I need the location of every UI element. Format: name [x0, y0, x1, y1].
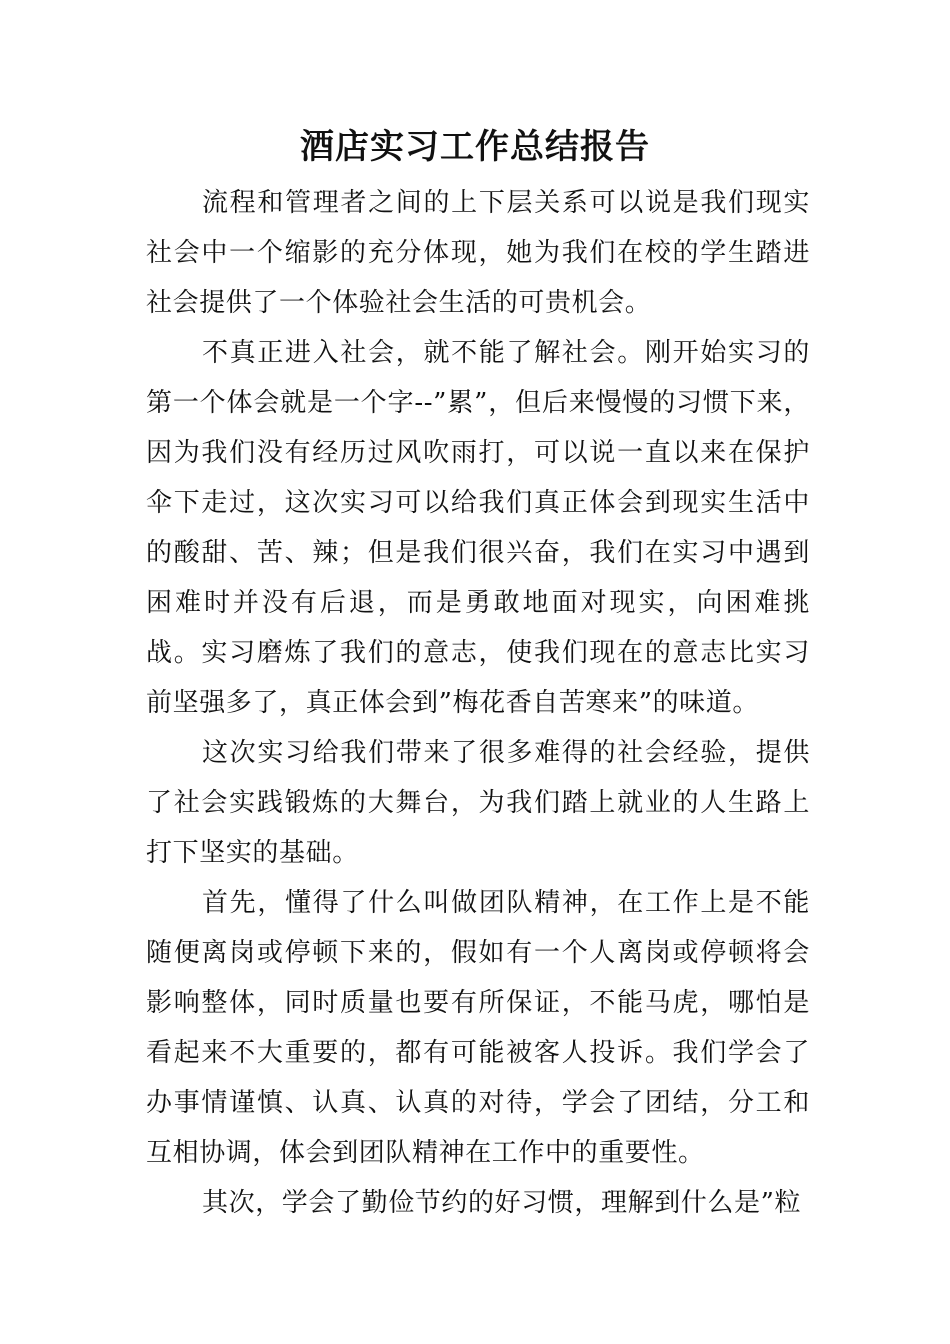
document-body	[146, 178, 810, 1228]
paragraph-5: 其次，学会了勤俭节约的好习惯，理解到什么是”粒	[202, 1188, 802, 1218]
paragraph-3: 这次实习给我们带来了很多难得的社会经验，提供了社会实践锻炼的大舞台，为我们踏上就业的人生路上打下坚实的基础。	[146, 738, 810, 868]
paragraph-4: 首先，懂得了什么叫做团队精神，在工作上是不能随便离岗或停顿下来的，假如有一个人离岗或停顿将会影响整体，同时质量也要有所保证，不能马虎，哪怕是看起来不大重要的，都有可能被客人投诉。我们学会了办事情谨慎、认真、认真的对待，学会了团结，分工和互相协调，体会到团队精神在工作中的重要性。	[146, 888, 810, 1168]
paragraph-1: 流程和管理者之间的上下层关系可以说是我们现实社会中一个缩影的充分体现，她为我们在校的学生踏进社会提供了一个体验社会生活的可贵机会。	[146, 188, 810, 318]
document-title: 酒店实习工作总结报告	[300, 127, 650, 167]
paragraph-2: 不真正进入社会，就不能了解社会。刚开始实习的第一个体会就是一个字--”累”，但后来慢慢的习惯下来，因为我们没有经历过风吹雨打，可以说一直以来在保护伞下走过，这次实习可以给我们真正体会到现实生活中的酸甜、苦、辣；但是我们很兴奋，我们在实习中遇到困难时并没有后退，而是勇敢地面对现实，向困难挑战。实习磨炼了我们的意志，使我们现在的意志比实习前坚强多了，真正体会到”梅花香自苦寒来”的味道。	[146, 338, 810, 718]
